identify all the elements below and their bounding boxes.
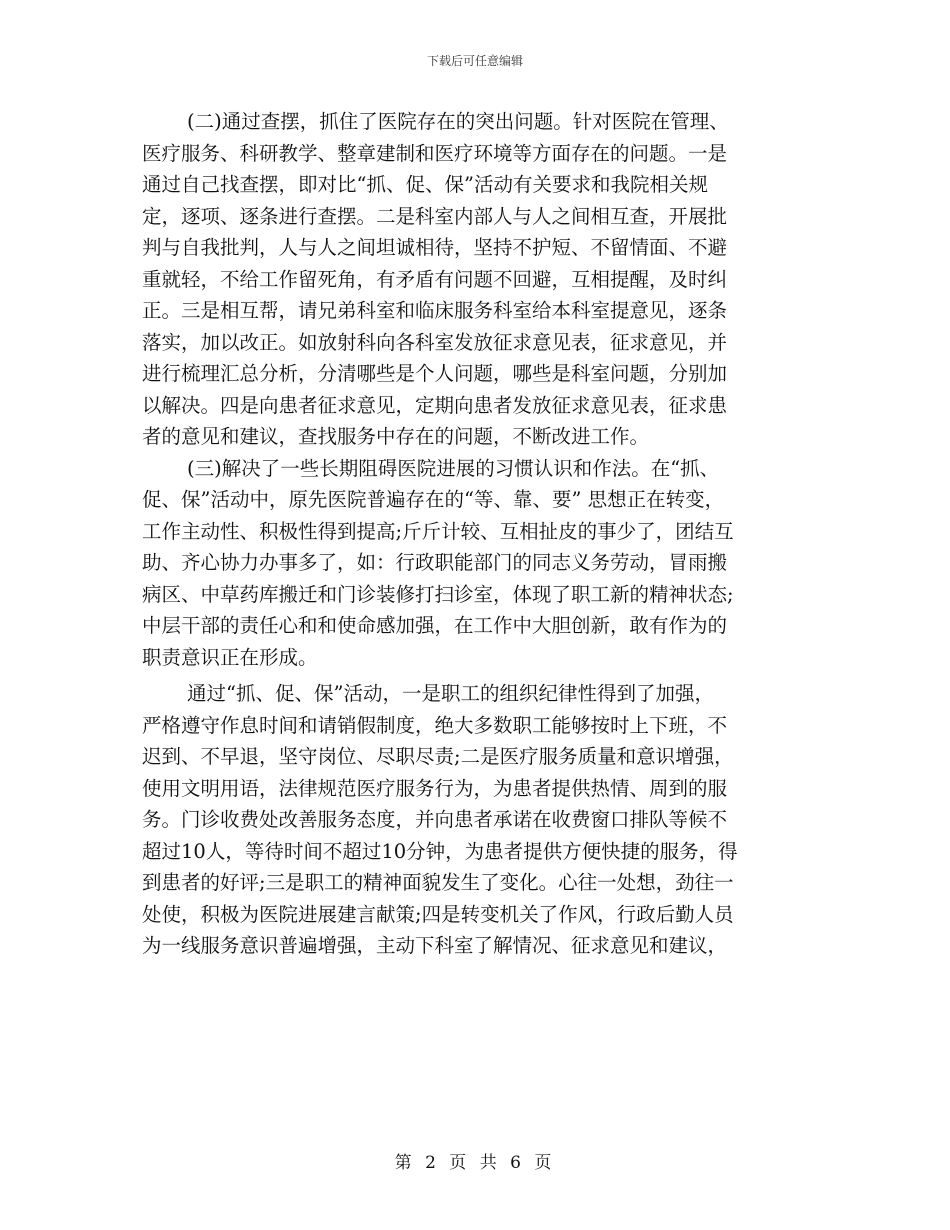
text-line: 迟到、不早退，坚守岗位、尽职尽责;二是医疗服务质量和意识增强，: [142, 745, 734, 768]
page-number: 第 2 页 共 6 页: [394, 1153, 556, 1173]
text-line: 落实，加以改正。如放射科向各科室发放征求意见表，征求意见，并: [142, 330, 728, 354]
text-line: 使用文明用语，法律规范医疗服务行为，为患者提供热情、周到的服: [142, 776, 728, 800]
page-header: 下载后可任意编辑: [426, 54, 523, 68]
text-line: 促、保”活动中，原先医院普遍存在的“等、靠、要” 思想正在转变，: [142, 488, 725, 511]
text-line: 医疗服务、科研教学、整章建制和医疗环境等方面存在的问题。一是: [142, 141, 728, 165]
text-line: 助、齐心协力办事多了，如：行政职能部门的同志义务劳动，冒雨搬: [142, 551, 728, 574]
text-line: 务。门诊收费处改善服务态度，并向患者承诺在收费窗口排队等候不: [142, 808, 728, 831]
text-line: 定，逐项、逐条进行查摆。二是科室内部人与人之间相互查，开展批: [142, 204, 728, 228]
text-line: 通过“抓、促、保”活动，一是职工的组织纪律性得到了加强，: [187, 682, 714, 705]
text-line: 正。三是相互帮，请兄弟科室和临床服务科室给本科室提意见，逐条: [142, 299, 728, 322]
paragraph-summary: [142, 678, 818, 962]
text-line: 工作主动性、积极性得到提高;斤斤计较、互相扯皮的事少了，团结互: [142, 519, 734, 543]
paragraph-3: [142, 453, 818, 674]
text-line: 严格遵守作息时间和请销假制度，绝大多数职工能够按时上下班，不: [142, 713, 728, 737]
text-line: 超过10人，等待时间不超过10分钟，为患者提供方便快捷的服务，得: [142, 839, 738, 863]
text-line: 中层干部的责任心和和使命感加强，在工作中大胆创新，敢有作为的: [142, 614, 728, 637]
text-line: (二)通过查摆，抓住了医院存在的突出问题。针对医院在管理、: [187, 110, 729, 133]
document-body: [142, 106, 818, 962]
text-line: 以解决。四是向患者征求意见，定期向患者发放征求意见表，征求患: [142, 393, 728, 417]
text-line: 重就轻，不给工作留死角，有矛盾有问题不回避，互相提醒，及时纠: [142, 267, 728, 291]
text-line: 病区、中草药库搬迁和门诊装修打扫诊室，体现了职工新的精神状态;: [142, 582, 734, 606]
paragraph-2: [142, 106, 818, 453]
text-line: 为一线服务意识普遍增强，主动下科室了解情况、征求意见和建议，: [142, 934, 728, 957]
text-line: (三)解决了一些长期阻碍医院进展的习惯认识和作法。在“抓、: [187, 456, 720, 480]
text-line: 处使，积极为医院进展建言献策;四是转变机关了作风，行政后勤人员: [142, 902, 734, 926]
text-line: 者的意见和建议，查找服务中存在的问题，不断改进工作。: [142, 425, 650, 448]
text-line: 判与自我批判，人与人之间坦诚相待，坚持不护短、不留情面、不避: [142, 236, 728, 259]
text-line: 进行梳理汇总分析，分清哪些是个人问题，哪些是科室问题，分别加: [142, 362, 728, 385]
text-line: 职责意识正在形成。: [142, 645, 318, 669]
text-line: 通过自己找查摆，即对比“抓、促、保”活动有关要求和我院相关规: [142, 173, 708, 196]
text-line: 到患者的好评;三是职工的精神面貌发生了变化。心往一处想，劲往一: [142, 871, 734, 894]
